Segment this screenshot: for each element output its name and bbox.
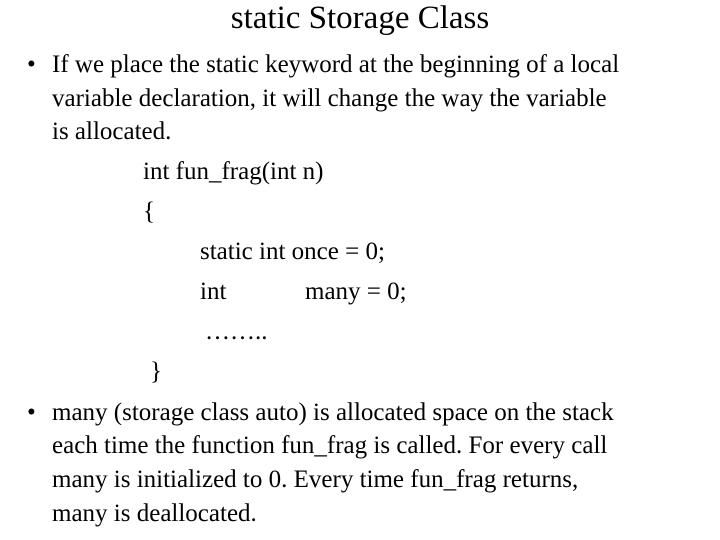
bullet-1-line-2: variable declaration, it will change the way the variable (52, 85, 607, 112)
code-line-int-rest: many = 0; (305, 278, 407, 305)
bullet-2-line-4: many is deallocated. (52, 500, 257, 527)
code-ellipsis: …….. (205, 318, 268, 345)
bullet-1-line-1: If we place the static keyword at the beginning of a local (52, 51, 620, 78)
slide-title: static Storage Class (230, 0, 490, 36)
code-open-brace: { (143, 198, 155, 225)
bullet-1-line-3: is allocated. (52, 118, 172, 145)
bullet-2-line-3: many is initialized to 0. Every time fun_frag returns, (52, 466, 579, 493)
code-line-static: static int once = 0; (200, 238, 385, 265)
bullet-1-marker: • (27, 51, 36, 78)
code-close-brace: } (150, 358, 162, 385)
code-line-int-type: int (200, 278, 227, 305)
bullet-2-marker: • (27, 399, 36, 426)
bullet-2-line-1: many (storage class auto) is allocated space on the stack (52, 399, 614, 426)
code-signature: int fun_frag(int n) (143, 158, 324, 185)
bullet-2-line-2: each time the function fun_frag is called. For every call (52, 432, 608, 459)
